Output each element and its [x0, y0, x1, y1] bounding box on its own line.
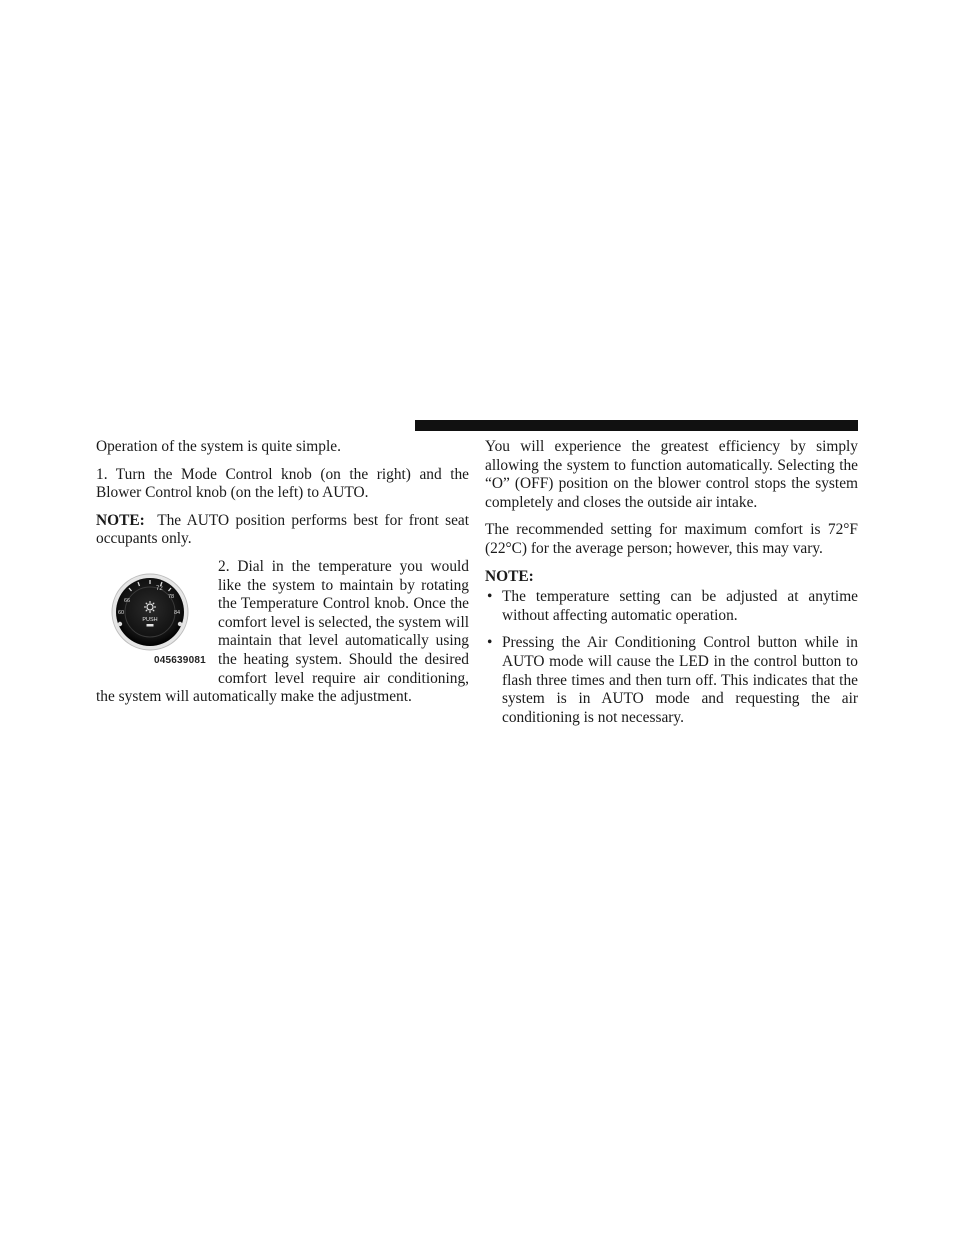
temperature-knob-figure — [98, 562, 210, 672]
bullet-text: The temperature setting can be adjusted at anytime without affecting automatic operation. — [502, 588, 858, 624]
intro-paragraph: Operation of the system is quite simple. — [96, 438, 341, 455]
left-column — [96, 438, 469, 716]
temperature-knob-icon — [98, 562, 210, 662]
note-heading: NOTE: — [485, 567, 534, 585]
step-1-paragraph: 1. Turn the Mode Control knob (on the right) and the Blower Control knob (on the left) to AUTO. — [96, 465, 469, 502]
push-label: PUSH — [142, 616, 158, 623]
bullet-icon: • — [487, 588, 493, 606]
tick-label-72: 72 — [156, 585, 163, 592]
tick-label-left: 60 — [118, 609, 125, 616]
tick-label-84: 84 — [174, 609, 181, 616]
note-bullet-list — [485, 588, 858, 727]
bullet-icon: • — [487, 634, 493, 652]
led-indicator — [147, 624, 154, 627]
efficiency-paragraph: You will experience the greatest efficiency by simply allowing the system to function automatically. Selecting the “O” (OFF) position on the blower control stops the system completely and closes the outside air intake. — [485, 438, 858, 511]
list-item — [485, 634, 858, 727]
right-column — [485, 438, 858, 736]
note-label: NOTE: — [96, 511, 145, 529]
bullet-text: Pressing the Air Conditioning Control button while in AUTO mode will cause the LED in the control button to flash three times and then turn off. This indicates that the system is in AUTO mode and requesting the air conditioning is not necessary. — [502, 634, 858, 726]
figure-code: 045639081 — [154, 654, 206, 666]
note-paragraph — [96, 512, 469, 549]
tick-label-78: 78 — [168, 593, 175, 600]
tick-label-66: 66 — [124, 597, 131, 604]
step-2-paragraph: 2. Dial in the temperature you would like the system to maintain by rotating the Temperature Control knob. Once the comfort level is selected, the system will maintain that level automatically using the heating system. Should the desired comfort level require air conditioning, the system will automatically make the adjustment. — [96, 557, 469, 706]
list-item — [485, 588, 858, 625]
comfort-paragraph: The recommended setting for maximum comfort is 72°F (22°C) for the average person; however, this may vary. — [485, 521, 858, 557]
note-text: The AUTO position performs best for front seat occupants only. — [96, 511, 470, 548]
header-rule — [415, 420, 858, 431]
